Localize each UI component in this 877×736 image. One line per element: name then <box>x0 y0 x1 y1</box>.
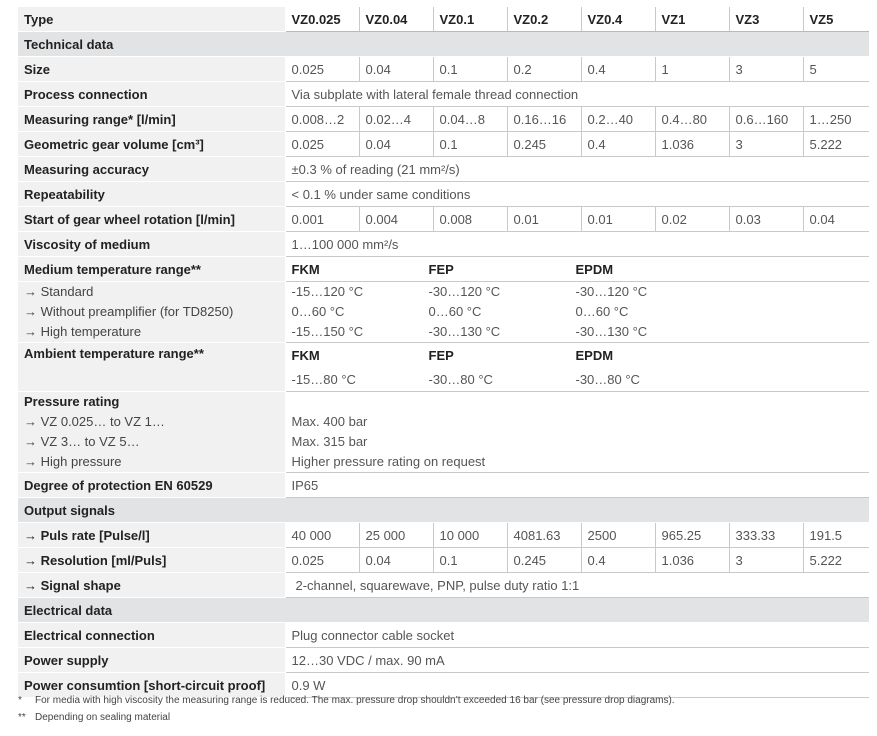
cell-value: Via subplate with lateral female thread connection <box>285 82 869 107</box>
material-headers <box>285 343 869 368</box>
cell-value: 12…30 VDC / max. 90 mA <box>285 648 869 673</box>
row-power-supply <box>18 648 869 673</box>
cell-value: 40 000 <box>285 523 359 548</box>
footnote-text: Depending on sealing material <box>35 712 171 723</box>
cell-value: 0.008 <box>433 207 507 232</box>
model-header: VZ1 <box>655 7 729 32</box>
row-label: Process connection <box>18 82 285 107</box>
cell-value: 0.4 <box>581 132 655 157</box>
row-power-consumption <box>18 673 869 698</box>
row-label: Power consumtion [short-circuit proof] <box>18 673 285 698</box>
cell-value: 0.01 <box>581 207 655 232</box>
row-label: Pressure rating <box>24 394 120 409</box>
header-row <box>18 7 869 32</box>
sub-label: → Without preamplifier (for TD8250) <box>24 304 234 319</box>
type-label: Type <box>18 7 285 32</box>
cell-value: 0.9 W <box>285 673 869 698</box>
cell-value: 0.245 <box>507 132 581 157</box>
cell-value: 2500 <box>581 523 655 548</box>
cell-value: 0.025 <box>285 132 359 157</box>
temp-value: -30…130 °C <box>575 324 648 339</box>
row-label: Start of gear wheel rotation [l/min] <box>18 207 285 232</box>
spec-table <box>18 7 869 698</box>
cell-value: ±0.3 % of reading (21 mm²/s) <box>285 157 869 182</box>
model-header: VZ0.2 <box>507 7 581 32</box>
row-start-rotation <box>18 207 869 232</box>
temp-value: -30…130 °C <box>428 324 501 339</box>
cell-value: 0.01 <box>507 207 581 232</box>
cell-value: 0.4 <box>581 57 655 82</box>
cell-value: 0.04 <box>359 548 433 573</box>
cell-value: 191.5 <box>803 523 869 548</box>
row-signal-shape <box>18 573 869 598</box>
sub-label: → Standard <box>24 284 94 299</box>
cell-value: 0.4…80 <box>655 107 729 132</box>
cell-value: 2-channel, squarewave, PNP, pulse duty ratio 1:1 <box>285 573 869 598</box>
footnote <box>18 712 170 723</box>
cell-value: 10 000 <box>433 523 507 548</box>
cell-value: 3 <box>729 132 803 157</box>
row-viscosity <box>18 232 869 257</box>
cell-value: 0.245 <box>507 548 581 573</box>
temp-value: -15…80 °C <box>291 371 356 387</box>
section-title: Technical data <box>18 32 869 57</box>
temp-value: 0…60 °C <box>575 304 629 319</box>
cell-value: 0.4 <box>581 548 655 573</box>
cell-value: 5.222 <box>803 132 869 157</box>
cell-value: 0.03 <box>729 207 803 232</box>
sub-label: → VZ 0.025… to VZ 1… <box>24 414 165 429</box>
sub-labels <box>18 282 285 343</box>
row-measuring-range <box>18 107 869 132</box>
row-label: Measuring range* [l/min] <box>18 107 285 132</box>
row-label: Power supply <box>18 648 285 673</box>
footnote-text: For media with high viscosity the measuring range is reduced. The max. pressure drop shouldn’t exceeded 16 bar (see pressure drop diagrams). <box>35 695 675 706</box>
model-header: VZ3 <box>729 7 803 32</box>
pressure-values <box>285 392 869 473</box>
cell-value: 4081.63 <box>507 523 581 548</box>
cell-value: Plug connector cable socket <box>285 623 869 648</box>
cell-value: 0.02 <box>655 207 729 232</box>
section-title: Electrical data <box>18 598 869 623</box>
cell-value: 333.33 <box>729 523 803 548</box>
cell-value: 0.004 <box>359 207 433 232</box>
row-label: Measuring accuracy <box>18 157 285 182</box>
cell-value: 1.036 <box>655 132 729 157</box>
temp-values <box>285 367 869 392</box>
model-header: VZ0.04 <box>359 7 433 32</box>
row-label: Medium temperature range** <box>18 257 285 282</box>
cell-value: 1…100 000 mm²/s <box>285 232 869 257</box>
model-header: VZ5 <box>803 7 869 32</box>
cell-value: 0.2…40 <box>581 107 655 132</box>
row-pressure <box>18 392 869 473</box>
cell-value: 1…250 <box>803 107 869 132</box>
row-medium-temp <box>18 257 869 282</box>
cell-value: 0.1 <box>433 132 507 157</box>
row-label: Electrical connection <box>18 623 285 648</box>
row-label: Degree of protection EN 60529 <box>18 473 285 498</box>
section-output <box>18 498 869 523</box>
cell-value: 0.04…8 <box>433 107 507 132</box>
row-label: Repeatability <box>18 182 285 207</box>
row-gear-volume <box>18 132 869 157</box>
sub-label: → High pressure <box>24 454 122 469</box>
cell-value: 5 <box>803 57 869 82</box>
cell-value: 25 000 <box>359 523 433 548</box>
row-label: Ambient temperature range** <box>18 343 285 392</box>
cell-value: IP65 <box>285 473 869 498</box>
cell-value: 1.036 <box>655 548 729 573</box>
temp-value: -15…120 °C <box>291 284 364 299</box>
section-electrical <box>18 598 869 623</box>
row-label: → Resolution [ml/Puls] <box>18 548 285 573</box>
section-technical <box>18 32 869 57</box>
sub-label: → High temperature <box>24 324 142 339</box>
row-label: → Puls rate [Pulse/l] <box>18 523 285 548</box>
cell-value: 0.008…2 <box>285 107 359 132</box>
cell-value: 0.025 <box>285 548 359 573</box>
cell-value: 0.2 <box>507 57 581 82</box>
temp-value: -30…80 °C <box>575 371 640 387</box>
model-header: VZ0.1 <box>433 7 507 32</box>
temp-value: -30…80 °C <box>428 371 493 387</box>
temp-value: -30…120 °C <box>428 284 501 299</box>
material-fkm: FKM <box>291 261 320 277</box>
pressure-value: Max. 315 bar <box>291 434 368 449</box>
temp-value: 0…60 °C <box>291 304 345 319</box>
material-fkm: FKM <box>291 347 320 363</box>
material-fep: FEP <box>428 261 454 277</box>
temp-value: -30…120 °C <box>575 284 648 299</box>
footnote-mark: * <box>18 695 22 706</box>
row-label: Geometric gear volume [cm³] <box>18 132 285 157</box>
pressure-value: Higher pressure rating on request <box>291 454 486 469</box>
row-label: → Signal shape <box>18 573 285 598</box>
cell-value: 0.025 <box>285 57 359 82</box>
cell-value: 0.16…16 <box>507 107 581 132</box>
cell-value: 0.04 <box>359 132 433 157</box>
temp-value: -15…150 °C <box>291 324 364 339</box>
cell-value: 3 <box>729 548 803 573</box>
cell-value: 5.222 <box>803 548 869 573</box>
material-headers <box>285 257 869 282</box>
row-process-connection <box>18 82 869 107</box>
cell-value: 0.001 <box>285 207 359 232</box>
footnote-mark: ** <box>18 712 26 723</box>
row-label: Viscosity of medium <box>18 232 285 257</box>
row-protection <box>18 473 869 498</box>
cell-value: 0.02…4 <box>359 107 433 132</box>
temp-values <box>285 282 869 343</box>
row-accuracy <box>18 157 869 182</box>
cell-value: 965.25 <box>655 523 729 548</box>
row-medium-temp-values <box>18 282 869 343</box>
section-title: Output signals <box>18 498 869 523</box>
cell-value: 0.6…160 <box>729 107 803 132</box>
row-electrical-connection <box>18 623 869 648</box>
row-pulse-rate <box>18 523 869 548</box>
row-ambient-temp <box>18 343 869 368</box>
row-repeatability <box>18 182 869 207</box>
material-epdm: EPDM <box>575 347 614 363</box>
cell-value: < 0.1 % under same conditions <box>285 182 869 207</box>
model-header: VZ0.025 <box>285 7 359 32</box>
material-epdm: EPDM <box>575 261 614 277</box>
sub-label: → VZ 3… to VZ 5… <box>24 434 140 449</box>
cell-value: 3 <box>729 57 803 82</box>
pressure-value: Max. 400 bar <box>291 414 368 429</box>
temp-value: 0…60 °C <box>428 304 482 319</box>
row-label: Size <box>18 57 285 82</box>
footnote <box>18 695 675 706</box>
cell-value: 0.1 <box>433 57 507 82</box>
row-label-group <box>18 392 285 473</box>
cell-value: 0.04 <box>803 207 869 232</box>
cell-value: 0.04 <box>359 57 433 82</box>
row-size <box>18 57 869 82</box>
cell-value: 1 <box>655 57 729 82</box>
material-fep: FEP <box>428 347 454 363</box>
row-resolution <box>18 548 869 573</box>
cell-value: 0.1 <box>433 548 507 573</box>
model-header: VZ0.4 <box>581 7 655 32</box>
